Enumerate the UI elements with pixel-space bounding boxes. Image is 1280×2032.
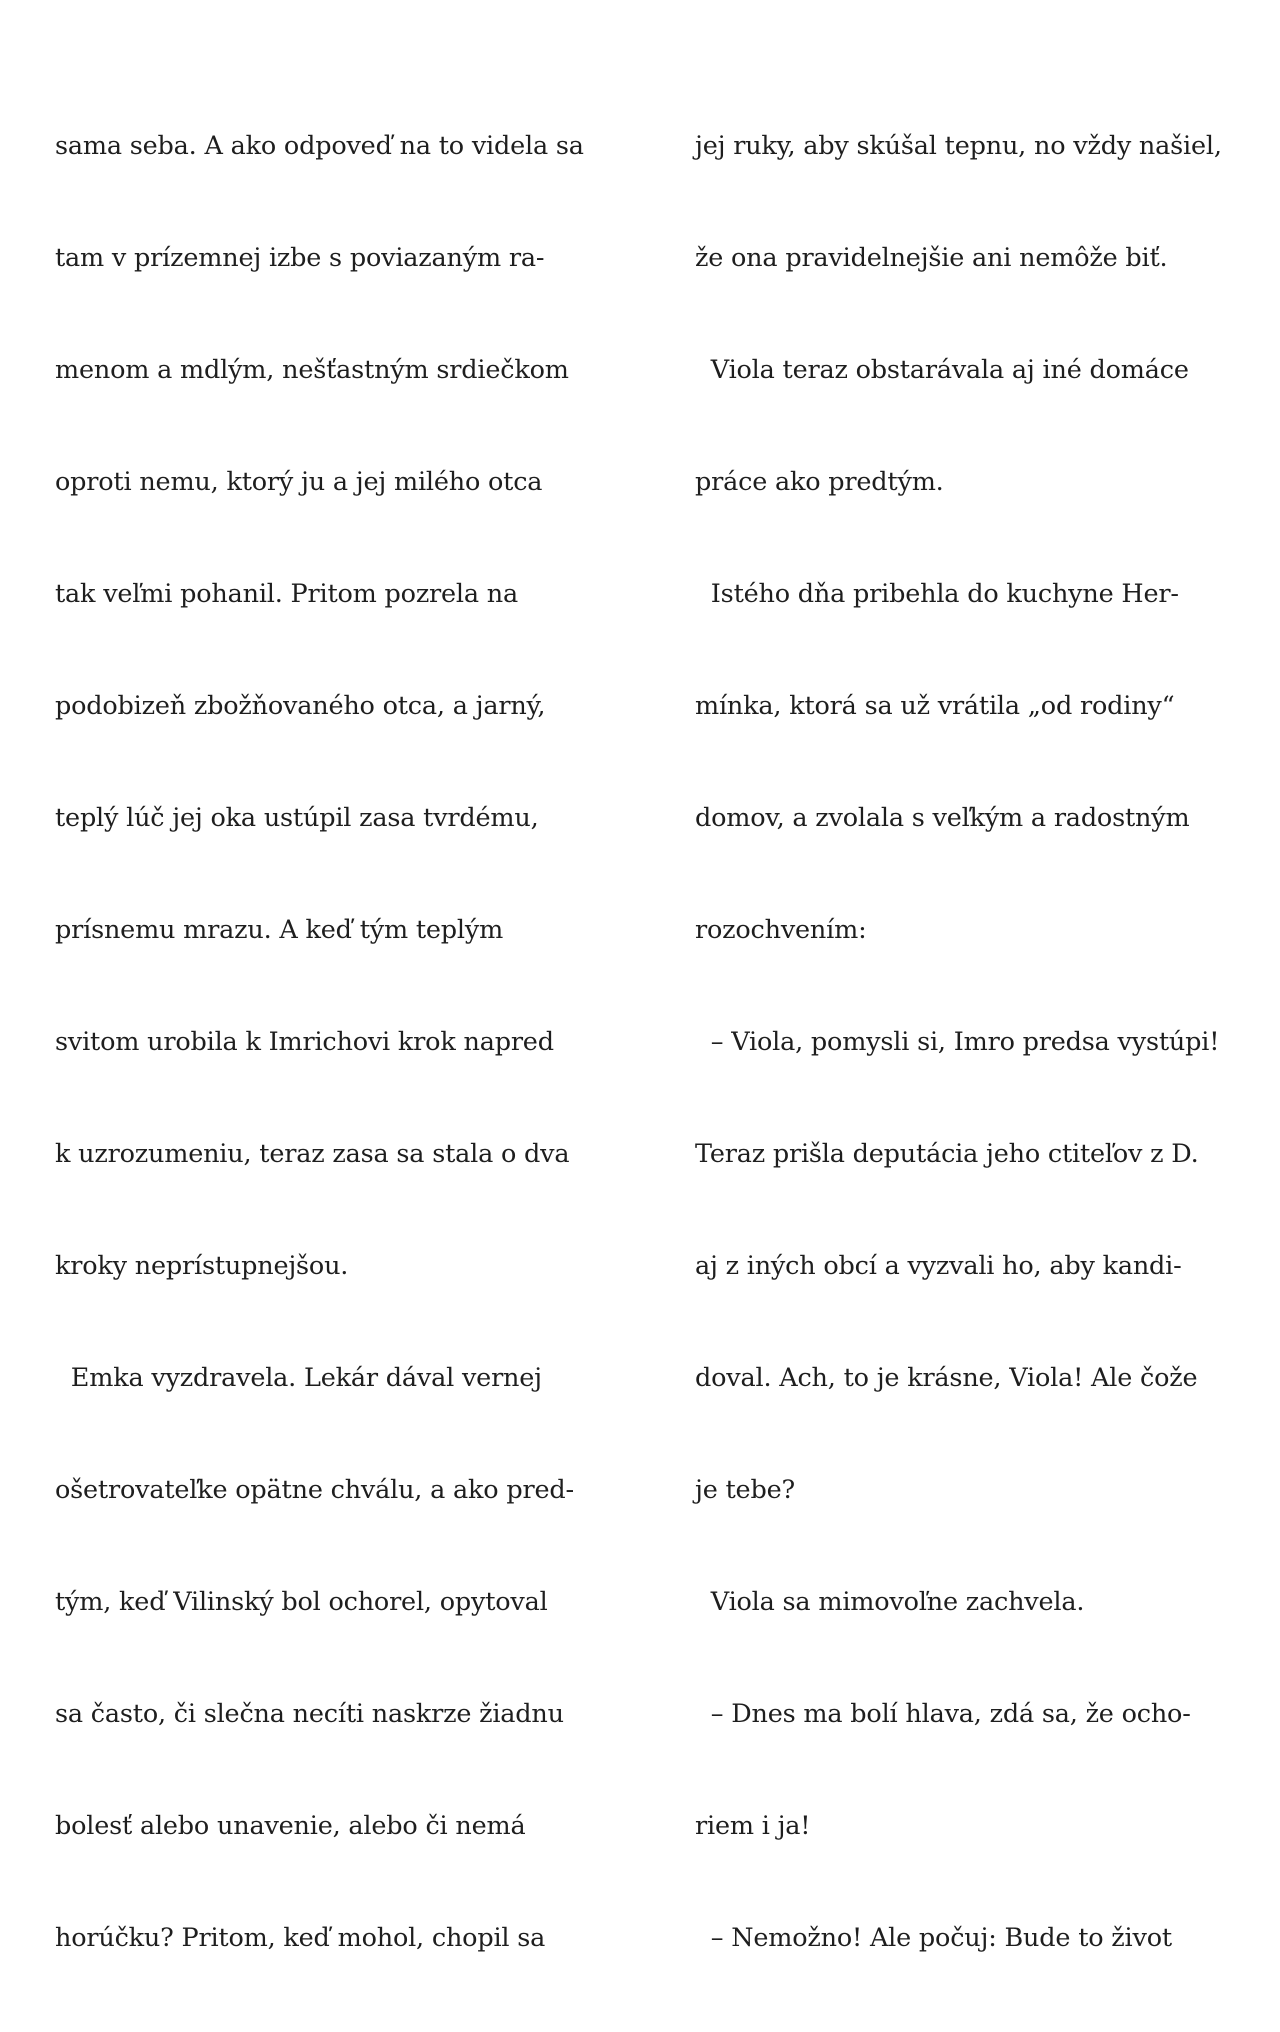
text-line: ošetrovateľke opätne chválu, a ako pred-	[55, 1475, 574, 1506]
text-line: rozochvením:	[695, 914, 867, 945]
text-line: je tebe?	[695, 1475, 795, 1506]
text-line: horúčku? Pritom, keď mohol, chopil sa	[55, 1923, 546, 1954]
text-line: tak veľmi pohanil. Pritom pozrela na	[55, 578, 519, 609]
text-line: prísnemu mrazu. A keď tým teplým	[55, 914, 504, 945]
text-line: svitom urobila k Imrichovi krok napred	[55, 1026, 554, 1057]
text-line: – Nemožno! Ale počuj: Bude to život	[695, 1923, 1172, 1954]
text-line: aj z iných obcí a vyzvali ho, aby kandi-	[695, 1251, 1182, 1281]
text-line: Emka vyzdravela. Lekár dával vernej	[55, 1363, 542, 1394]
text-line: Istého dňa pribehla do kuchyne Her-	[695, 578, 1179, 609]
text-line: tým, keď Vilinský bol ochorel, opytoval	[55, 1587, 548, 1618]
left-text-column	[55, 53, 584, 2032]
text-line: že ona pravidelnejšie ani nemôže biť.	[695, 242, 1168, 273]
text-line: domov, a zvolala s veľkým a radostným	[695, 802, 1190, 833]
text-line: práce ako predtým.	[695, 466, 944, 497]
text-line: bolesť alebo unavenie, alebo či nemá	[55, 1811, 526, 1842]
text-line: menom a mdlým, nešťastným srdiečkom	[55, 354, 569, 385]
text-line: doval. Ach, to je krásne, Viola! Ale čože	[695, 1363, 1198, 1394]
text-line: sa často, či slečna necíti naskrze žiadnu	[55, 1699, 564, 1730]
left-page	[0, 0, 620, 1954]
right-page	[640, 0, 1260, 1954]
text-line: k uzrozumeniu, teraz zasa sa stala o dva	[55, 1138, 570, 1169]
text-line: – Viola, pomysli si, Imro predsa vystúpi!	[695, 1026, 1220, 1057]
text-line: Viola sa mimovoľne zachvela.	[695, 1587, 1085, 1618]
text-line: oproti nemu, ktorý ju a jej milého otca	[55, 466, 543, 497]
text-line: Teraz prišla deputácia jeho ctiteľov z D.	[695, 1138, 1199, 1169]
right-text-column	[695, 53, 1222, 2032]
text-line: kroky neprístupnejšou.	[55, 1251, 349, 1281]
text-line: mínka, ktorá sa už vrátila „od rodiny“	[695, 690, 1175, 721]
text-line: – Dnes ma bolí hlava, zdá sa, že ocho-	[695, 1699, 1191, 1730]
text-line: Viola teraz obstarávala aj iné domáce	[695, 354, 1189, 385]
text-line: sama seba. A ako odpoveď na to videla sa	[55, 130, 584, 161]
text-line: teplý lúč jej oka ustúpil zasa tvrdému,	[55, 802, 539, 833]
text-line: tam v prízemnej izbe s poviazaným ra-	[55, 242, 545, 273]
text-line: riem i ja!	[695, 1811, 811, 1842]
text-line: jej ruky, aby skúšal tepnu, no vždy našiel,	[695, 130, 1222, 161]
text-line: podobizeň zbožňovaného otca, a jarný,	[55, 690, 546, 721]
